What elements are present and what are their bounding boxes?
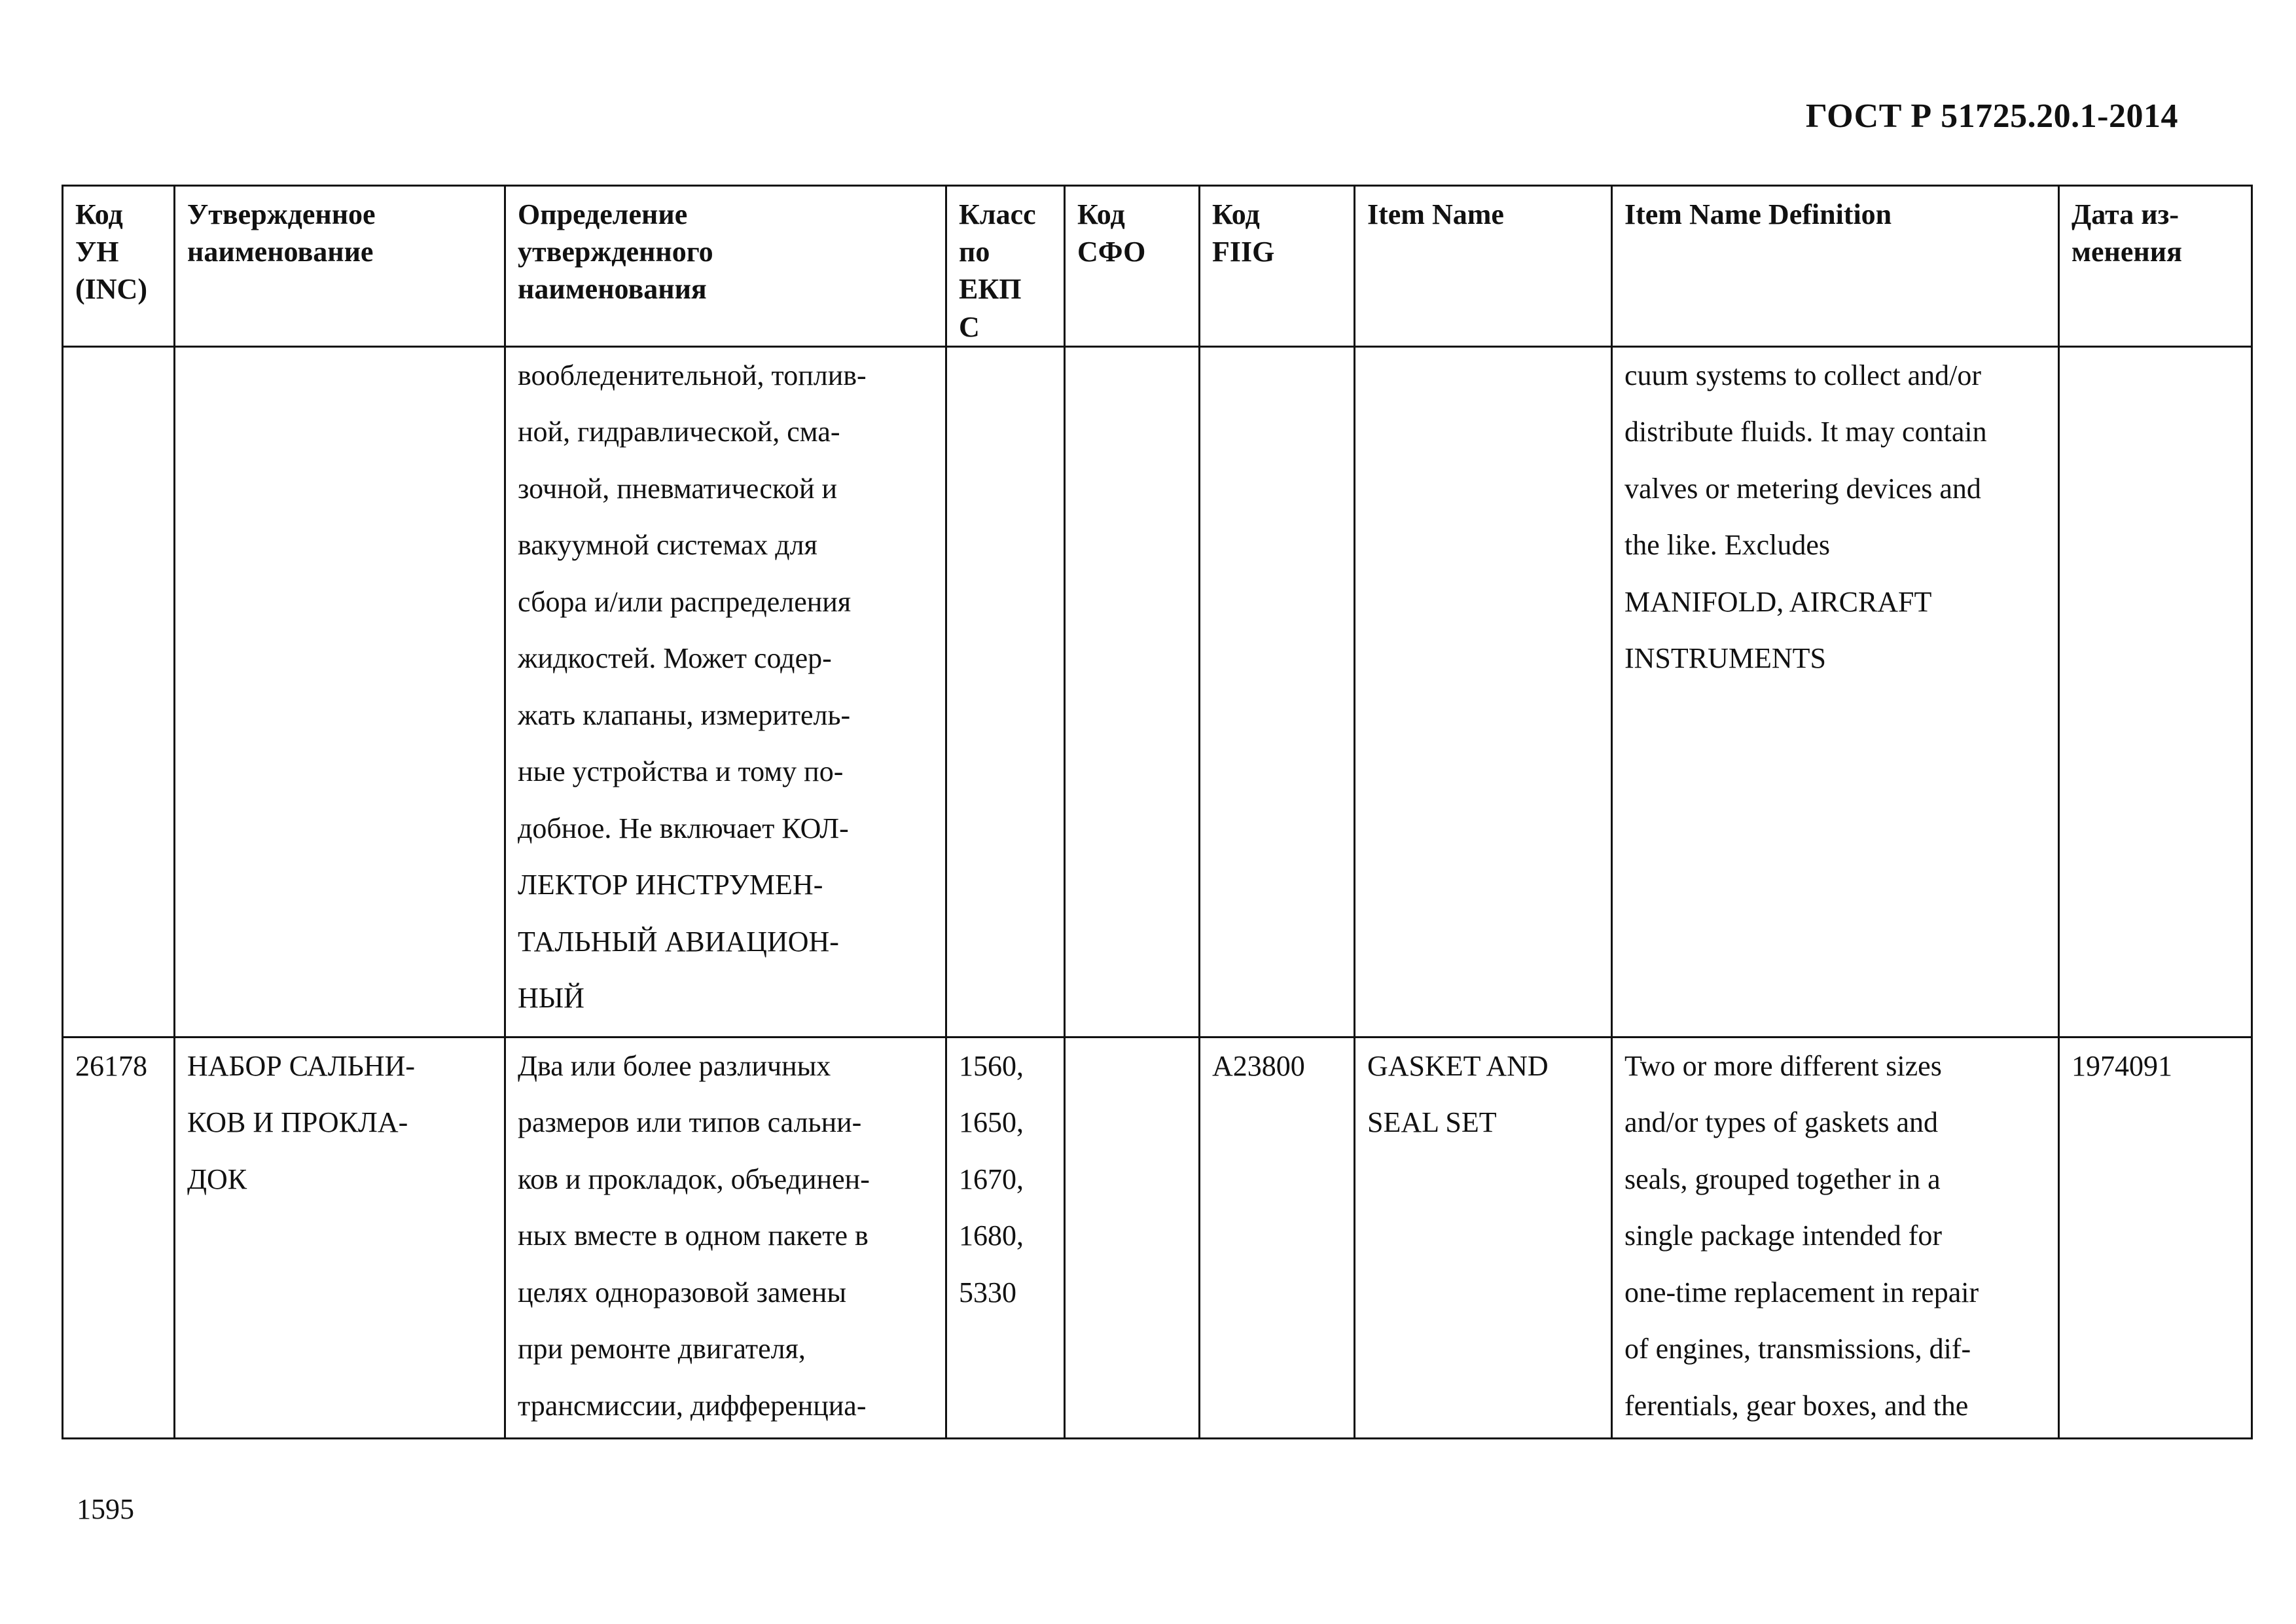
cell-sfo-code: [1065, 1037, 1200, 1438]
header-approved-name: Утвержденное наименование: [175, 186, 505, 347]
header-ekps-class: Класс по ЕКП С: [946, 186, 1065, 347]
cell-definition: вообледенительной, топлив- ной, гидравлической, сма- зочной, пневматической и вакуумной системах для сбора и/или распределения жидкостей. Может содер- жать клапаны, измеритель- ные устройства и тому по- добное. Не включает КОЛ- ЛЕКТОР ИНСТРУМЕН- ТАЛЬНЫЙ АВИАЦИОН- НЫЙ: [505, 346, 946, 1037]
header-item-name-definition: Item Name Definition: [1612, 186, 2059, 347]
cell-approved-name: НАБОР САЛЬНИ- КОВ И ПРОКЛА- ДОК: [175, 1037, 505, 1438]
nomenclature-table: [62, 185, 2253, 1439]
cell-fiig-code: A23800: [1200, 1037, 1355, 1438]
cell-sfo-code: [1065, 346, 1200, 1037]
header-code-un: Код УН (INC): [63, 186, 175, 347]
cell-item-name: GASKET AND SEAL SET: [1355, 1037, 1612, 1438]
document-code: ГОСТ Р 51725.20.1-2014: [1805, 98, 2178, 135]
cell-code-un: [63, 346, 175, 1037]
cell-item-name-definition: Two or more different sizes and/or types of gaskets and seals, grouped together in a single package intended for one-time replacement in repair of engines, transmissions, dif- ferentials, gear boxes, and the: [1612, 1037, 2059, 1438]
cell-change-date: [2059, 346, 2252, 1037]
cell-change-date: 1974091: [2059, 1037, 2252, 1438]
header-item-name: Item Name: [1355, 186, 1612, 347]
cell-item-name: [1355, 346, 1612, 1037]
cell-item-name-definition: cuum systems to collect and/or distribute fluids. It may contain valves or metering devices and the like. Excludes MANIFOLD, AIRCRAFT INSTRUMENTS: [1612, 346, 2059, 1037]
cell-fiig-code: [1200, 346, 1355, 1037]
cell-approved-name: [175, 346, 505, 1037]
cell-definition: Два или более различных размеров или типов сальни- ков и прокладок, объединен- ных вместе в одном пакете в целях одноразовой замены при ремонте двигателя, трансмиссии, дифференциа-: [505, 1037, 946, 1438]
cell-ekps-class: 1560, 1650, 1670, 1680, 5330: [946, 1037, 1065, 1438]
header-sfo-code: Код СФО: [1065, 186, 1200, 347]
page-number: 1595: [77, 1493, 134, 1525]
cell-ekps-class: [946, 346, 1065, 1037]
table-row: [63, 346, 2252, 1037]
header-fiig-code: Код FIIG: [1200, 186, 1355, 347]
table-row: [63, 1037, 2252, 1438]
table-header-row: [63, 186, 2252, 347]
header-change-date: Дата из- менения: [2059, 186, 2252, 347]
header-definition: Определение утвержденного наименования: [505, 186, 946, 347]
cell-code-un: 26178: [63, 1037, 175, 1438]
